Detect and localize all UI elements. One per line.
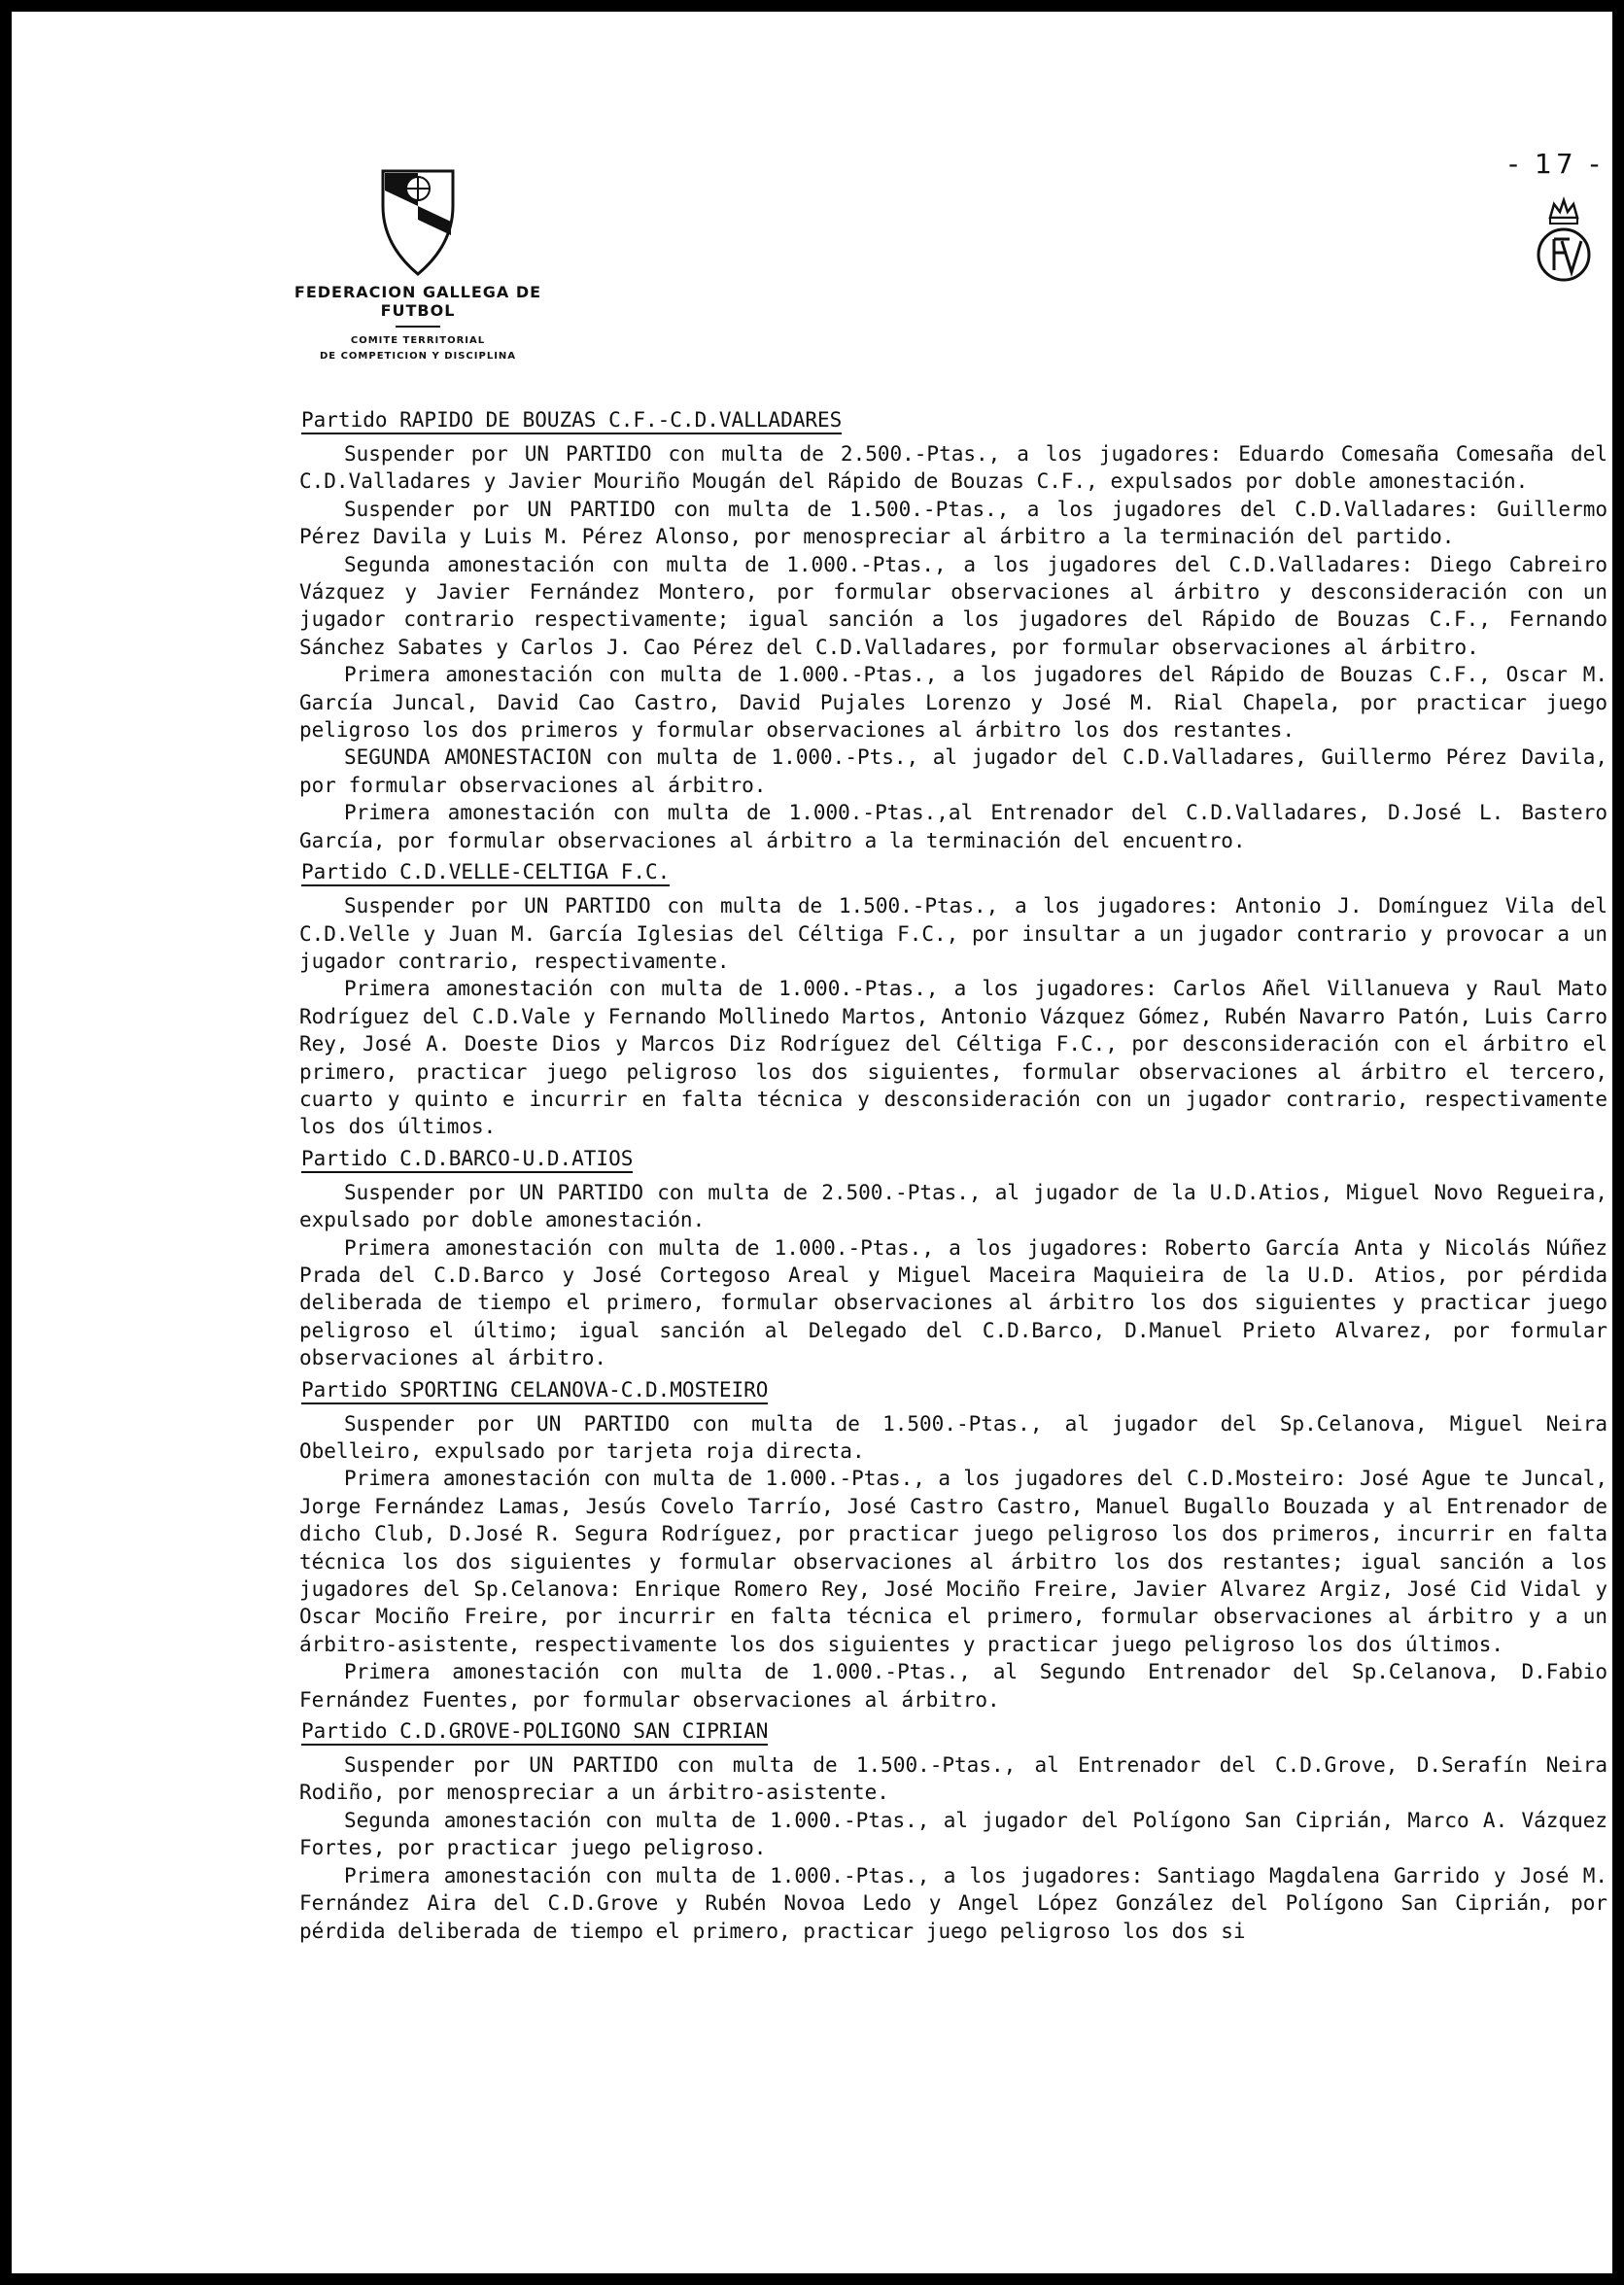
- match-section: [299, 854, 1611, 1141]
- crowned-seal-icon: [1533, 196, 1595, 294]
- match-section: [299, 1141, 1611, 1372]
- page-number: - 17 -: [1508, 148, 1604, 180]
- match-section: [299, 1372, 1611, 1714]
- federation-logo-block: [272, 167, 564, 364]
- sanction-paragraph: Suspender por UN PARTIDO con multa de 2.500.-Ptas., a los jugadores: Eduardo Comesaña Comesaña del C.D.Valladares y Javier Mouriño Mougán del Rápido de Bouzas C.F., expulsados por doble amonestación.: [299, 442, 1607, 494]
- sanction-paragraph: Primera amonestación con multa de 1.000.-Ptas., al Segundo Entrenador del Sp.Celanova, D.Fabio Fernández Fuentes, por formular observaciones al árbitro.: [299, 1660, 1607, 1712]
- section-title: Partido C.D.BARCO-U.D.ATIOS: [301, 1147, 633, 1173]
- sanction-paragraph: Suspender por UN PARTIDO con multa de 1.500.-Ptas., a los jugadores del C.D.Valladares: Guillermo Pérez Davila y Luis M. Pérez Alonso, por menospreciar al árbitro a la terminación del partido.: [299, 497, 1607, 549]
- match-section: [299, 402, 1611, 854]
- section-title: Partido C.D.VELLE-CELTIGA F.C.: [301, 860, 670, 886]
- sanction-paragraph: Primera amonestación con multa de 1.000.-Ptas., a los jugadores del Rápido de Bouzas C.F., Oscar M. García Juncal, David Cao Castro, David Pujales Lorenzo y José M. Rial Chapela, por practicar juego peligroso los dos primeros y formular observaciones al árbitro los dos restantes.: [299, 663, 1607, 743]
- sanction-paragraph: Segunda amonestación con multa de 1.000.-Ptas., al jugador del Polígono San Ciprián, Marco A. Vázquez Fortes, por practicar juego peligroso.: [299, 1808, 1607, 1860]
- sanction-paragraph: Primera amonestación con multa de 1.000.-Ptas., a los jugadores: Roberto García Anta y Nicolás Núñez Prada del C.D.Barco y José Cortegoso Areal y Miguel Maceira Maquieira de la U.D. Atios, por pérdida deliberada de tiempo el primero, formular observaciones al árbitro los dos siguientes y practicar juego peligroso el último; igual sanción al Delegado del C.D.Barco, D.Manuel Prieto Alvarez, por formular observaciones al árbitro.: [299, 1235, 1607, 1370]
- sanction-paragraph: Primera amonestación con multa de 1.000.-Ptas., a los jugadores del C.D.Mosteiro: José Ague te Juncal, Jorge Fernández Lamas, Jesús Covelo Tarrío, José Castro Castro, Manuel Bugallo Bouzada y al Entrenador de dicho Club, D.José R. Segura Rodríguez, por practicar juego peligroso los dos primeros, incurrir en falta técnica los dos siguientes y formular observaciones al árbitro los dos restantes; igual sanción a los jugadores del Sp.Celanova: Enrique Romero Rey, José Mociño Freire, Javier Alvarez Argiz, José Cid Vidal y Oscar Mociño Freire, por incurrir en falta técnica el primero, formular observaciones al árbitro y a un árbitro-asistente, respectivamente los dos siguientes y practicar juego peligroso los dos últimos.: [299, 1467, 1607, 1656]
- sanction-paragraph: Suspender por UN PARTIDO con multa de 1.500.-Ptas., al jugador del Sp.Celanova, Miguel Neira Obelleiro, expulsado por tarjeta roja directa.: [299, 1411, 1607, 1463]
- section-title: Partido RAPIDO DE BOUZAS C.F.-C.D.VALLADARES: [301, 408, 842, 434]
- org-name: FEDERACION GALLEGA DE FUTBOL: [294, 283, 542, 320]
- shield-emblem-icon: [379, 167, 457, 279]
- sanction-paragraph: Primera amonestación con multa de 1.000.-Ptas.,al Entrenador del C.D.Valladares, D.José L. Bastero García, por formular observaciones al árbitro a la terminación del encuentro.: [299, 801, 1607, 852]
- sanction-paragraph: Primera amonestación con multa de 1.000.-Ptas., a los jugadores: Carlos Añel Villanueva y Raul Mato Rodríguez del C.D.Vale y Fernando Mollinedo Martos, Antonio Vázquez Gómez, Rubén Navarro Patón, Luis Carro Rey, José A. Doeste Dios y Marcos Diz Rodríguez del Céltiga F.C., por desconsideración con el árbitro el primero, practicar juego peligroso los dos siguientes, formular observaciones al árbitro el tercero, cuarto y quinto e incurrir en falta técnica y desconsideración con un jugador contrario, respectivamente los dos últimos.: [299, 977, 1607, 1139]
- sanction-paragraph: SEGUNDA AMONESTACION con multa de 1.000.-Pts., al jugador del C.D.Valladares, Guillermo Pérez Davila, por formular observaciones al árbitro.: [299, 745, 1607, 797]
- org-subtitle-1: COMITE TERRITORIAL: [350, 335, 486, 346]
- match-section: [299, 1714, 1611, 1945]
- org-subtitle-2: DE COMPETICION Y DISCIPLINA: [319, 351, 517, 362]
- divider: [396, 326, 440, 328]
- sanction-paragraph: Suspender por UN PARTIDO con multa de 1.500.-Ptas., a los jugadores: Antonio J. Domínguez Vila del C.D.Velle y Juan M. García Iglesias del Céltiga F.C., por insultar a un jugador contrario y provocar a un jugador contrario, respectivamente.: [299, 894, 1607, 973]
- document-page: [12, 12, 1612, 2273]
- sanction-paragraph: Suspender por UN PARTIDO con multa de 2.500.-Ptas., al jugador de la U.D.Atios, Miguel Novo Regueira, expulsado por doble amonestación.: [299, 1180, 1607, 1232]
- sanctions-content: [299, 402, 1611, 1945]
- sanction-paragraph: Primera amonestación con multa de 1.000.-Ptas., a los jugadores: Santiago Magdalena Garrido y José M. Fernández Aira del C.D.Grove y Rubén Novoa Ledo y Angel López González del Polígono San Ciprián, por pérdida deliberada de tiempo el primero, practicar juego peligroso los dos si: [299, 1863, 1607, 1943]
- section-title: Partido SPORTING CELANOVA-C.D.MOSTEIRO: [301, 1378, 768, 1404]
- sanction-paragraph: Segunda amonestación con multa de 1.000.-Ptas., a los jugadores del C.D.Valladares: Diego Cabreiro Vázquez y Javier Fernández Montero, por formular observaciones al árbitro y desconsideración con un jugador contrario respectivamente; igual sanción a los jugadores del Rápido de Bouzas C.F., Fernando Sánchez Sabates y Carlos J. Cao Pérez del C.D.Valladares, por formular observaciones al árbitro.: [299, 552, 1607, 659]
- section-title: Partido C.D.GROVE-POLIGONO SAN CIPRIAN: [301, 1719, 768, 1746]
- sanction-paragraph: Suspender por UN PARTIDO con multa de 1.500.-Ptas., al Entrenador del C.D.Grove, D.Serafín Neira Rodiño, por menospreciar a un árbitro-asistente.: [299, 1753, 1607, 1805]
